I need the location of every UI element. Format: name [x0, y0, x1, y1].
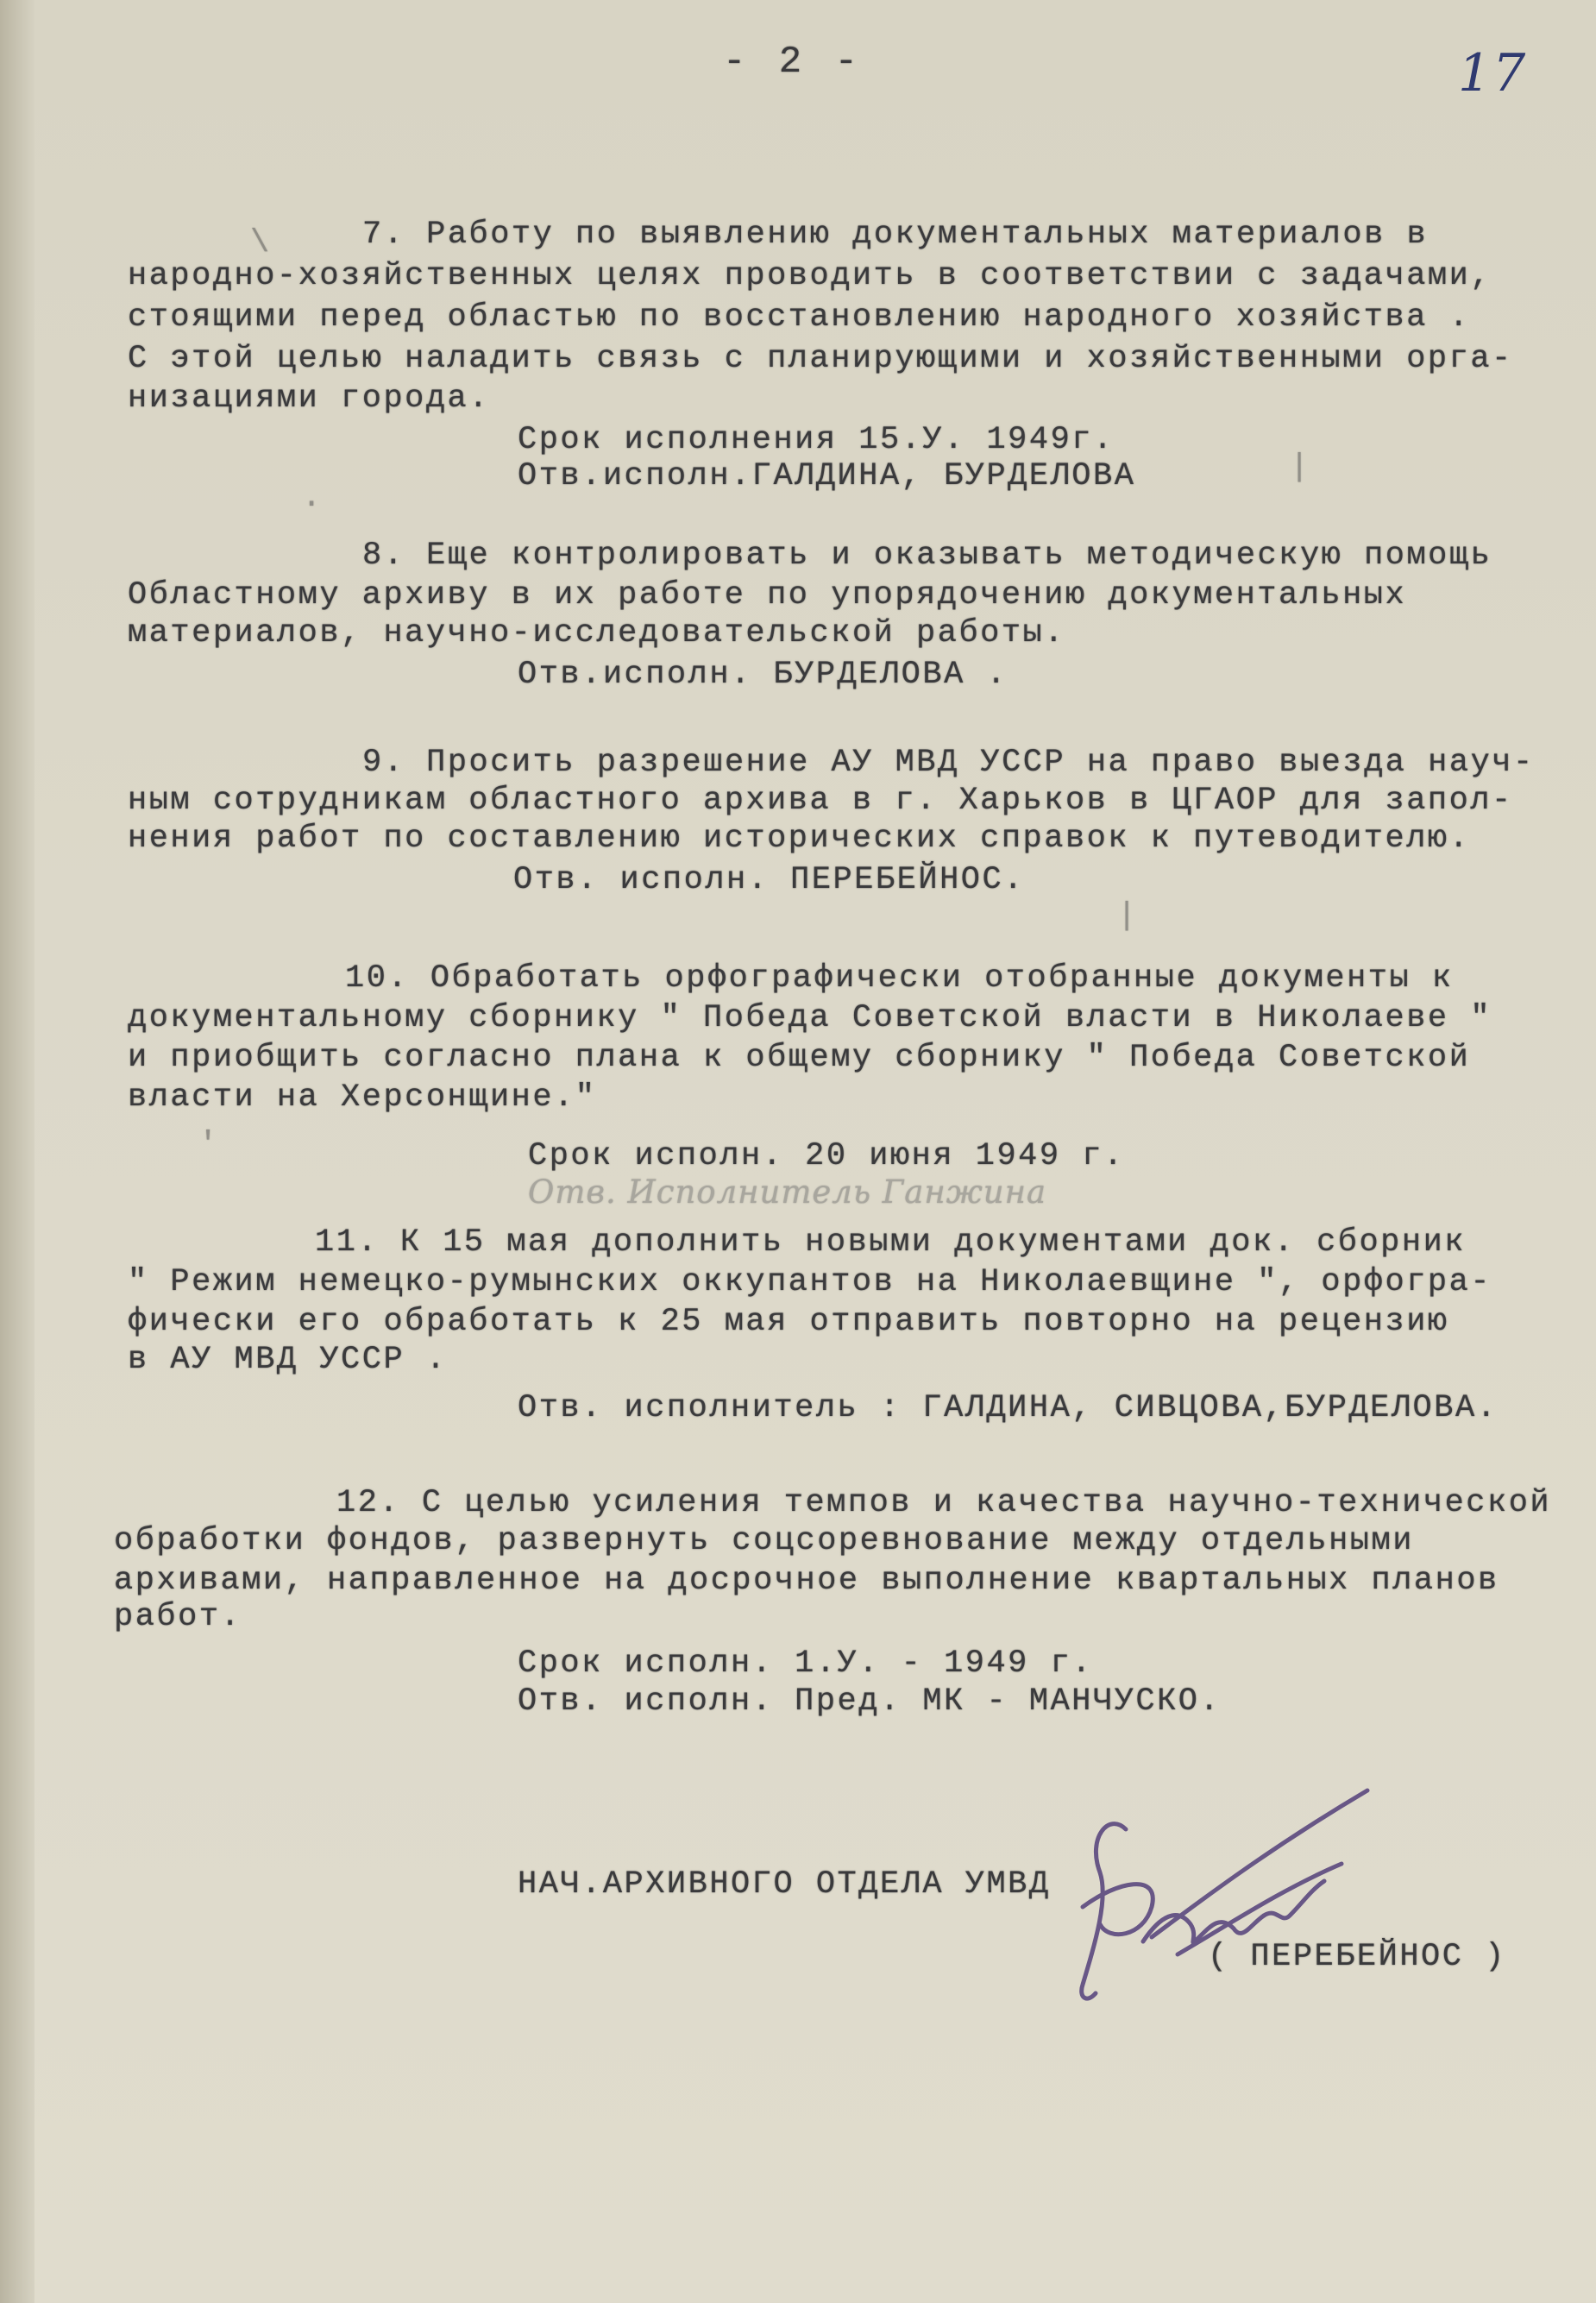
item-7-line-3: стоящими перед областью по восстановлению народного хозяйства . [128, 299, 1471, 336]
item-11-line-1: 11. К 15 мая дополнить новыми документами док. сборник [315, 1224, 1466, 1261]
item-12-line-2: обработки фондов, развернуть соцсоревнование между отдельными [114, 1523, 1414, 1559]
item-7-line-4: С этой целью наладить связь с планирующими и хозяйственными орга- [128, 341, 1513, 377]
stray-mark: | [1117, 898, 1139, 934]
item-12-deadline: Срок исполн. 1.У. - 1949 г. [518, 1645, 1093, 1682]
item-11-responsible: Отв. исполнитель : ГАЛДИНА, СИВЦОВА,БУРДЕЛОВА. [518, 1390, 1499, 1426]
stray-mark: \ [250, 225, 272, 261]
item-9-line-1: 9. Просить разрешение АУ МВД УССР на право выезда науч- [362, 745, 1535, 781]
item-7-responsible: Отв.исполн.ГАЛДИНА, БУРДЕЛОВА [518, 458, 1136, 494]
item-12-line-4: работ. [114, 1599, 242, 1635]
item-11-line-4: в АУ МВД УССР . [128, 1342, 448, 1378]
item-12-responsible: Отв. исполн. Пред. МК - МАНЧУСКО. [518, 1683, 1222, 1720]
item-10-line-2: документальному сборнику " Победа Советской власти в Николаеве " [128, 1000, 1492, 1036]
item-12-line-1: 12. С целью усиления темпов и качества научно-технической [336, 1485, 1552, 1521]
item-7-line-1: 7. Работу по выявлению документальных материалов в [362, 217, 1429, 253]
item-9-line-3: нения работ по составлению исторических справок к путеводителю. [128, 821, 1471, 857]
item-12-line-3: архивами, направленное на досрочное выполнение квартальных планов [114, 1563, 1499, 1599]
signature-name: ( ПЕРЕБЕЙНОС ) [1208, 1939, 1506, 1975]
item-10-deadline: Срок исполн. 20 июня 1949 г. [528, 1138, 1125, 1174]
item-8-responsible: Отв.исполн. БУРДЕЛОВА . [518, 657, 1008, 693]
item-8-line-1: 8. Еще контролировать и оказывать методическую помощь [362, 538, 1492, 574]
item-7-deadline: Срок исполнения 15.У. 1949г. [518, 422, 1115, 458]
stray-mark: | [1290, 450, 1311, 486]
item-10-line-1: 10. Обработать орфографически отобранные документы к [345, 960, 1454, 997]
item-8-line-2: Областному архиву в их работе по упорядочению документальных [128, 577, 1407, 614]
item-9-responsible: Отв. исполн. ПЕРЕБЕЙНОС. [513, 862, 1025, 898]
item-10-line-4: власти на Херсонщине." [128, 1079, 597, 1116]
page-number: - 2 - [723, 41, 864, 84]
item-7-line-2: народно-хозяйственных целях проводить в соответствии с задачами, [128, 258, 1492, 294]
stray-mark: ' [198, 1127, 220, 1163]
item-11-line-2: " Режим немецко-румынских оккупантов на Николаевщине ", орфогра- [128, 1264, 1492, 1300]
item-10-line-3: и приобщить согласно плана к общему сборнику " Победа Советской [128, 1040, 1471, 1076]
signature-title: НАЧ.АРХИВНОГО ОТДЕЛА УМВД [518, 1866, 1051, 1903]
item-10-handwritten-note: Отв. Исполнитель Ганжина [528, 1174, 1047, 1211]
item-11-line-3: фически его обработать к 25 мая отправить повторно на рецензию [128, 1304, 1449, 1340]
stray-mark: . [302, 480, 324, 516]
item-7-line-5: низациями города. [128, 381, 490, 417]
sheet-number: 17 [1458, 43, 1528, 104]
handwritten-signature [1048, 1778, 1393, 2010]
item-8-line-3: материалов, научно-исследовательской работы. [128, 615, 1065, 651]
item-9-line-2: ным сотрудникам областного архива в г. Харьков в ЦГАОР для запол- [128, 783, 1513, 819]
